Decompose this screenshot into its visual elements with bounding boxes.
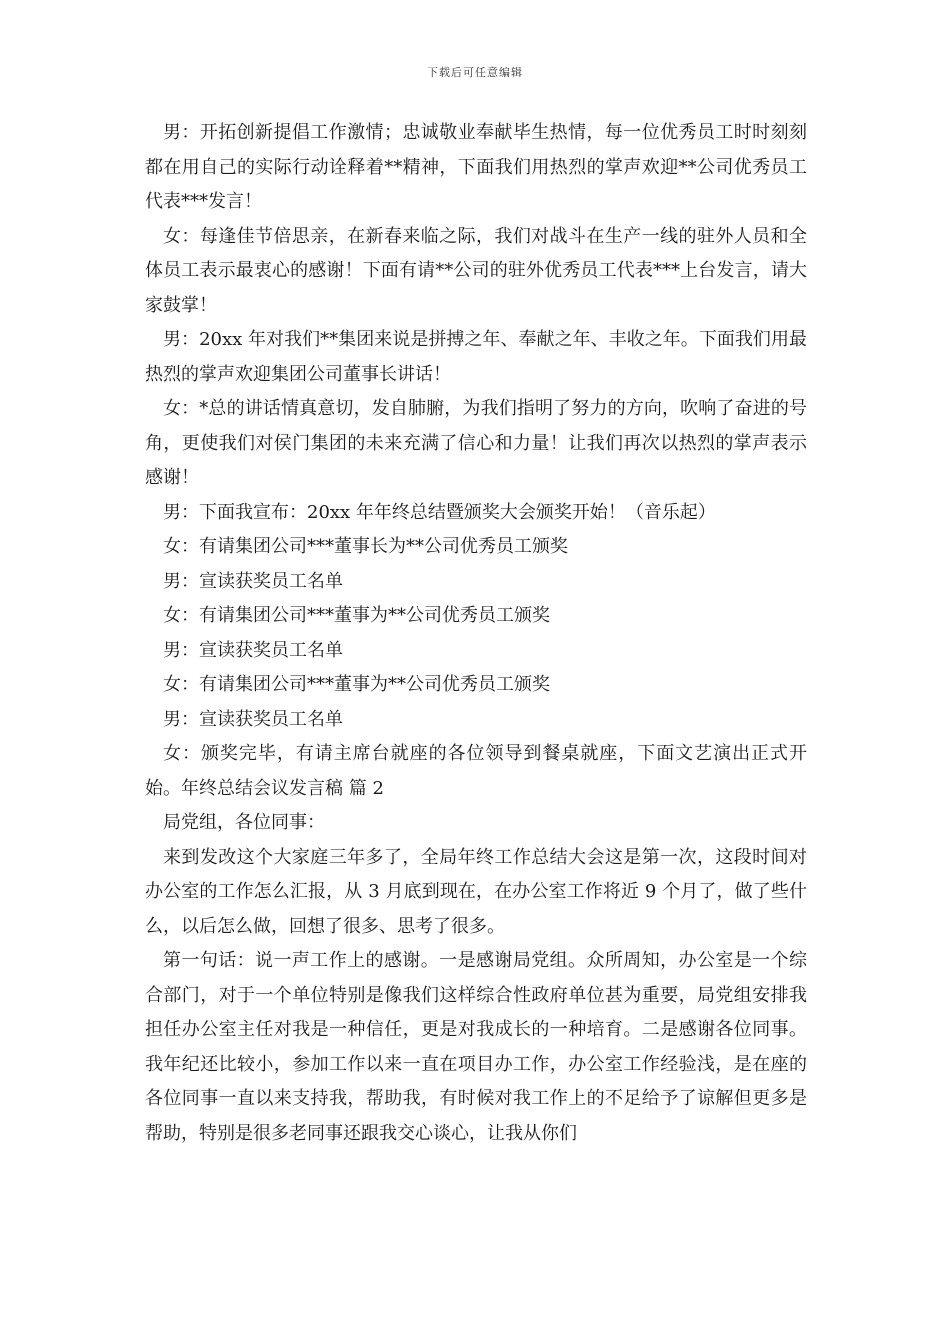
document-body [145, 116, 807, 1151]
paragraph: 女：每逢佳节倍思亲，在新春来临之际，我们对战斗在生产一线的驻外人员和全体员工表示最衷心的感谢！下面有请**公司的驻外优秀员工代表***上台发言，请大家鼓掌！ [145, 225, 807, 316]
paragraph: 男：宣读获奖员工名单 [163, 570, 343, 592]
paragraph: 女：有请集团公司***董事为**公司优秀员工颁奖 [163, 674, 550, 695]
paragraph: 男：宣读获奖员工名单 [163, 639, 343, 661]
paragraph: 男：开拓创新提倡工作激情；忠诚敬业奉献毕生热情，每一位优秀员工时时刻刻都在用自己的实际行动诠释着**精神，下面我们用热烈的掌声欢迎**公司优秀员工代表***发言！ [145, 122, 807, 212]
paragraph: 女：有请集团公司***董事长为**公司优秀员工颁奖 [163, 536, 568, 557]
paragraph: 女：*总的讲话情真意切，发自肺腑，为我们指明了努力的方向，吹响了奋进的号角，更使我们对侯门集团的未来充满了信心和力量！让我们再次以热烈的掌声表示感谢！ [145, 398, 807, 488]
paragraph: 第一句话：说一声工作上的感谢。一是感谢局党组。众所周知，办公室是一个综合部门，对于一个单位特别是像我们这样综合性政府单位甚为重要，局党组安排我担任办公室主任对我是一种信任，更是对我成长的一种培育。二是感谢各位同事。我年纪还比较小，参加工作以来一直在项目办工作，办公室工作经验浅，是在座的各位同事一直以来支持我，帮助我，有时候对我工作上的不足给予了谅解但更多是帮助，特别是很多老同事还跟我交心谈心，让我从你们 [145, 950, 807, 1144]
paragraph: 局党组，各位同事： [163, 812, 325, 833]
paragraph: 男：20xx 年对我们**集团来说是拼搏之年、奉献之年、丰收之年。下面我们用最热烈的掌声欢迎集团公司董事长讲话！ [145, 329, 807, 385]
page-header: 下载后可任意编辑 [427, 66, 523, 79]
paragraph: 来到发改这个大家庭三年多了，全局年终工作总结大会这是第一次，这段时间对办公室的工作怎么汇报，从 3 月底到现在，在办公室工作将近 9 个月了，做了些什么，以后怎么做，回想了很多、思考了很多。 [145, 846, 807, 937]
paragraph: 男：下面我宣布：20xx 年年终总结暨颁奖大会颁奖开始！（音乐起） [163, 501, 716, 523]
paragraph: 男：宣读获奖员工名单 [163, 708, 343, 730]
paragraph: 女：有请集团公司***董事为**公司优秀员工颁奖 [163, 605, 550, 626]
paragraph: 女：颁奖完毕，有请主席台就座的各位领导到餐桌就座，下面文艺演出正式开始。年终总结会议发言稿 篇 2 [145, 743, 807, 799]
